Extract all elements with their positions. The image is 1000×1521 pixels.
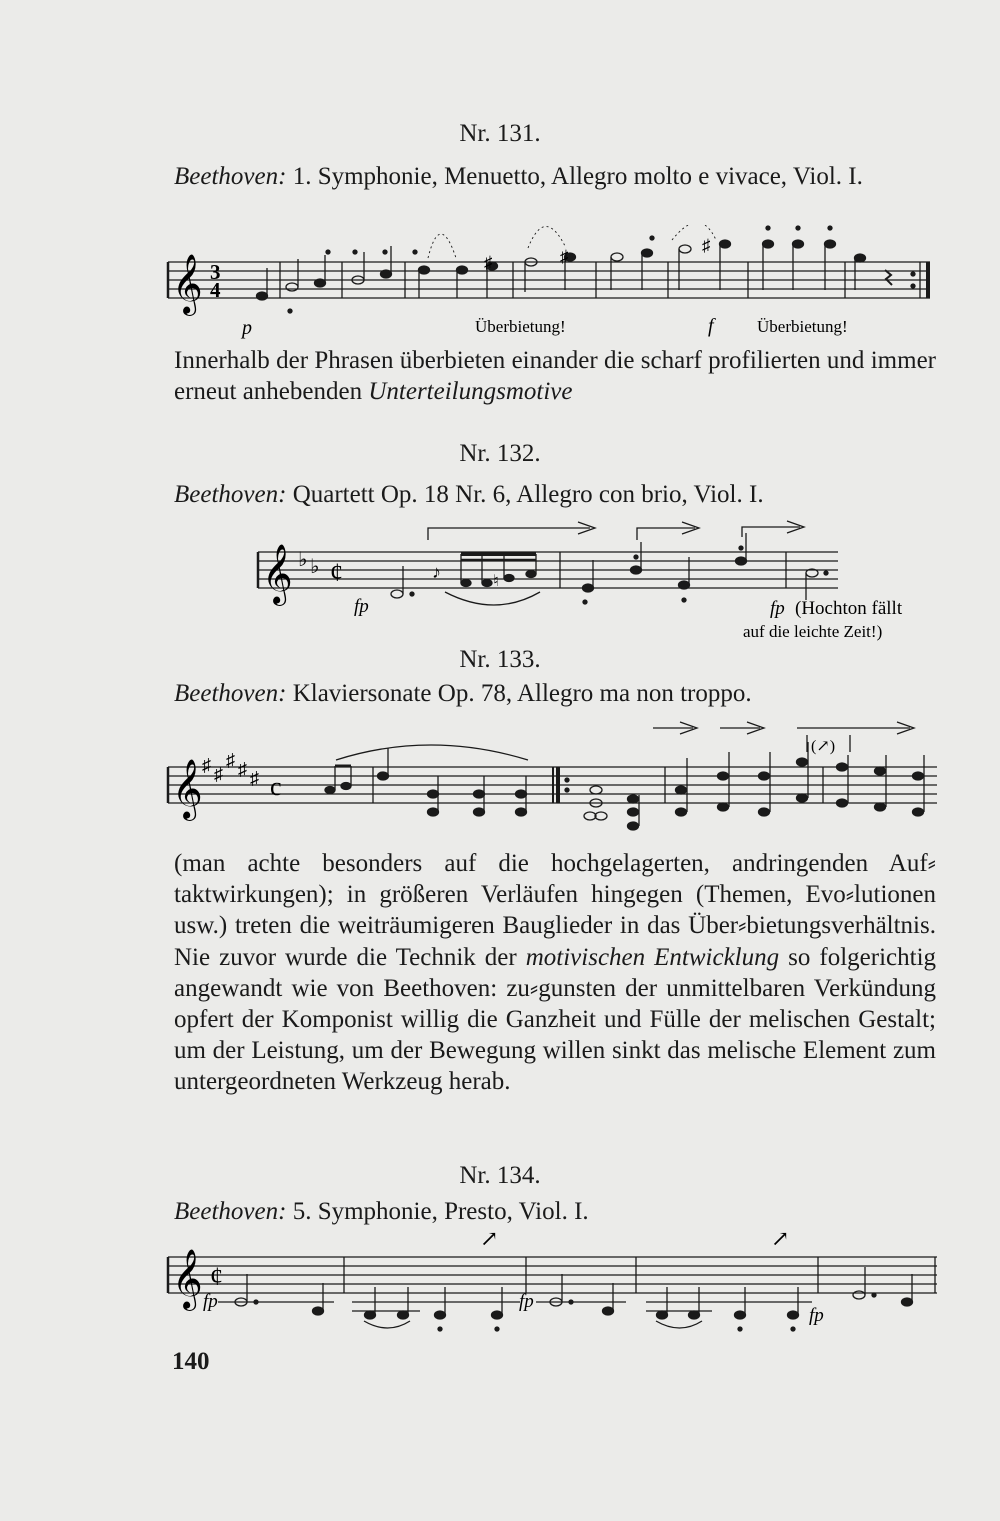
svg-text:♭: ♭	[298, 549, 308, 571]
work-title: 5. Symphonie, Presto, Viol. I.	[286, 1198, 589, 1225]
music-staff-132	[0, 515, 1000, 645]
svg-text:♯: ♯	[484, 253, 493, 272]
svg-text:♪: ♪	[432, 562, 441, 582]
work-title: Quartett Op. 18 Nr. 6, Allegro con brio, Viol. I.	[286, 481, 764, 508]
paragraph-2: (man achte besonders auf die hochgelagerten, andringenden Auf⸗taktwirkungen); in größeren Verläufen hingegen (Themen, Evo⸗lutionen usw.) treten die weiträumigeren Bauglieder in das Über⸗bietungsverhältnis. Nie zuvor wurde die Technik der motivischen Entwicklung so folgerichtig angewandt wie von Beethoven: zu⸗gunsten der unmittelbaren Verkündung opfert der Komponist willig die Ganzheit und Fülle der melischen Gestalt; um der Leistung, um der Bewegung willen sinkt das melische Element zum untergeordneten Werkzeug herab.	[174, 850, 937, 1096]
composer-name: Beethoven:	[174, 1198, 287, 1225]
dynamic-fp-1: fp	[354, 596, 369, 617]
page-number: 140	[172, 1348, 210, 1375]
annotation-ueberbietung-2: Überbietung!	[757, 317, 848, 336]
paragraph-1: Innerhalb der Phrasen überbieten einander die scharf profilierten und immer erneut anhebenden Unterteilungsmotive	[174, 347, 936, 406]
annotation-leichte-zeit: auf die leichte Zeit!)	[743, 622, 883, 641]
treble-clef-icon: 𝄞	[262, 546, 293, 603]
time-signature: ¢	[330, 558, 343, 587]
treble-clef-icon: 𝄞	[172, 256, 203, 313]
example-caption-132	[174, 481, 764, 509]
arrow-icon: ↗	[480, 1226, 499, 1251]
svg-text:♯: ♯	[560, 247, 569, 266]
music-staff-134	[0, 1225, 1000, 1345]
svg-text:♯: ♯	[214, 764, 223, 784]
music-staff-133	[0, 712, 1000, 837]
svg-text:♯: ♯	[202, 755, 211, 775]
emphasis-motivische-entwicklung: motivischen Entwicklung	[525, 943, 780, 971]
example-caption-133	[174, 680, 752, 708]
annotation-bracket-arrow: (↗)	[811, 738, 836, 755]
time-signature: ¢	[210, 1262, 223, 1291]
example-number-133: Nr. 133.	[459, 646, 541, 673]
time-sig-bottom: 4	[210, 278, 221, 302]
svg-text:♯: ♯	[702, 236, 711, 255]
composer-name: Beethoven:	[174, 680, 287, 707]
svg-text:♭: ♭	[310, 556, 320, 578]
arrow-icon: ↗	[771, 1226, 790, 1251]
example-caption-134	[174, 1198, 589, 1226]
example-number-134: Nr. 134.	[459, 1162, 541, 1189]
example-caption-131	[174, 160, 944, 193]
annotation-hochton: (Hochton fällt	[795, 598, 903, 619]
emphasis-unterteilungsmotive: Unterteilungsmotive	[368, 378, 573, 406]
treble-clef-icon: 𝄞	[172, 1251, 203, 1308]
composer-name: Beethoven:	[174, 163, 287, 190]
dynamic-fp-1: fp	[203, 1291, 218, 1312]
music-staff-131	[0, 225, 1000, 345]
work-title: Klaviersonate Op. 78, Allegro ma non troppo.	[286, 680, 752, 707]
svg-text:♮: ♮	[493, 573, 499, 590]
svg-text:♯: ♯	[250, 768, 259, 788]
time-signature: c	[270, 772, 282, 801]
svg-text:♯: ♯	[238, 759, 247, 779]
dynamic-p: p	[242, 317, 252, 339]
example-number-131: Nr. 131.	[459, 120, 541, 147]
work-title: 1. Symphonie, Menuetto, Allegro molto e vivace, Viol. I.	[286, 163, 863, 190]
svg-text:♯: ♯	[226, 750, 235, 770]
dynamic-fp-3: fp	[809, 1305, 824, 1326]
time-sig-top: 3	[210, 260, 221, 284]
dynamic-fp-2: fp	[519, 1291, 534, 1312]
example-number-132: Nr. 132.	[459, 440, 541, 467]
annotation-ueberbietung-1: Überbietung!	[475, 317, 566, 336]
dynamic-f: f	[708, 315, 714, 337]
composer-name: Beethoven:	[174, 481, 287, 508]
dynamic-fp-2: fp	[770, 598, 785, 619]
treble-clef-icon: 𝄞	[172, 761, 203, 818]
